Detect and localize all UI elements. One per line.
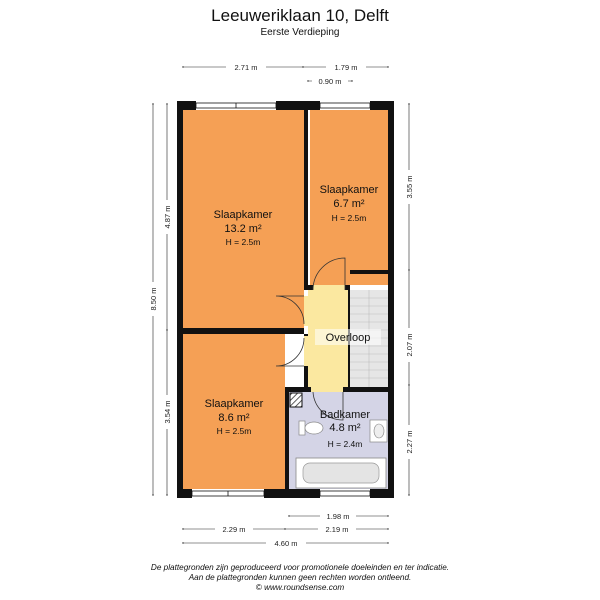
room-name-bedroom-bottom: Slaapkamer	[204, 398, 264, 410]
sink-icon	[370, 420, 387, 442]
bottom-dimensions	[183, 511, 388, 548]
copyright-link[interactable]: © www.roundsense.com	[255, 583, 345, 592]
shaft	[290, 393, 302, 407]
room-area-bedroom-large: 13.2 m²	[224, 223, 262, 235]
dim-left-2: 8.50 m	[149, 287, 158, 311]
dim-left-1: 4.87 m	[163, 205, 172, 229]
room-name-bedroom-small: Slaapkamer	[319, 184, 379, 196]
disclaimer-line-2: Aan de plattegronden kunnen geen rechten worden ontleend.	[188, 573, 412, 582]
room-area-bedroom-bottom: 8.6 m²	[218, 412, 250, 424]
dim-right-3: 2.27 m	[405, 430, 414, 454]
dim-right-1: 3.55 m	[405, 175, 414, 199]
top-dimensions	[183, 61, 388, 86]
dim-bottom-3: 2.19 m	[325, 525, 349, 534]
floor-label: Eerste Verdieping	[260, 27, 340, 38]
room-height-bedroom-bottom: H = 2.5m	[216, 426, 252, 436]
bathtub-icon	[296, 458, 386, 488]
room-area-bedroom-small: 6.7 m²	[333, 198, 365, 210]
dim-bottom-4: 4.60 m	[274, 539, 298, 548]
disclaimer-line-1: De plattegronden zijn geproduceerd voor promotionele doeleinden en ter indicatie.	[150, 563, 450, 572]
room-name-bathroom: Badkamer	[319, 409, 371, 421]
toilet-icon	[299, 421, 323, 435]
room-height-bedroom-small: H = 2.5m	[331, 213, 367, 223]
room-height-bathroom: H = 2.4m	[327, 439, 363, 449]
dim-bottom-1: 1.98 m	[326, 512, 350, 521]
right-dimensions	[403, 104, 415, 495]
dim-top-3: 0.90 m	[318, 77, 342, 86]
room-name-landing: Overloop	[325, 332, 371, 344]
room-height-bedroom-large: H = 2.5m	[225, 237, 261, 247]
dim-top-2: 1.79 m	[334, 63, 358, 72]
plan-title: Leeuweriklaan 10, Delft	[211, 6, 389, 25]
dim-bottom-2: 2.29 m	[222, 525, 246, 534]
room-name-bedroom-large: Slaapkamer	[213, 209, 273, 221]
dim-left-3: 3.54 m	[163, 400, 172, 424]
dim-right-2: 2.07 m	[405, 333, 414, 357]
dim-top-1: 2.71 m	[234, 63, 258, 72]
room-area-bathroom: 4.8 m²	[329, 422, 361, 434]
left-dimensions	[147, 104, 173, 495]
